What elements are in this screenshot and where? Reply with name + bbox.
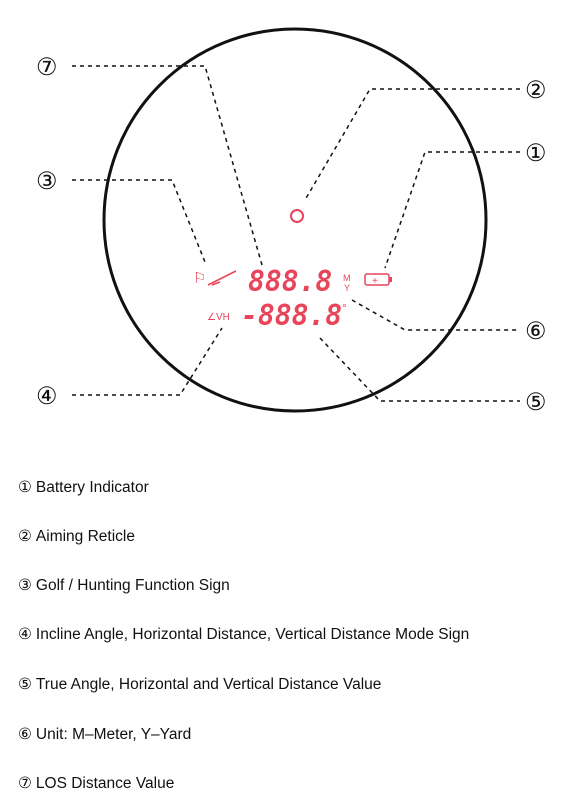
leader-line-1 xyxy=(385,152,520,268)
svg-text:+: + xyxy=(372,276,378,287)
leader-line-6 xyxy=(352,300,520,330)
callout-5: ⑤ xyxy=(525,388,547,416)
aiming-reticle xyxy=(291,210,303,222)
battery-icon xyxy=(365,274,392,287)
legend-item-4: ④ Incline Angle, Horizontal Distance, Vertical Distance Mode Sign xyxy=(18,625,470,643)
legend-item-6: ⑥ Unit: M–Meter, Y–Yard xyxy=(18,725,192,743)
legend-item-5: ⑤ True Angle, Horizontal and Vertical Distance Value xyxy=(18,675,382,693)
unit-yard: Y xyxy=(344,283,351,293)
viewfinder-circle xyxy=(104,29,486,411)
true-distance-value: -888.8 xyxy=(241,299,343,332)
leader-lines xyxy=(72,66,520,401)
callout-3: ③ xyxy=(36,167,58,195)
callout-4: ④ xyxy=(36,382,58,410)
callout-7: ⑦ xyxy=(36,53,58,81)
leader-line-7 xyxy=(72,66,262,265)
degree-sign: ° xyxy=(342,301,347,315)
callout-2: ② xyxy=(525,76,547,104)
callout-1: ① xyxy=(525,139,547,167)
leader-line-5 xyxy=(320,338,520,401)
legend-item-1: ① Battery Indicator xyxy=(18,478,149,496)
leader-line-2 xyxy=(305,89,520,200)
los-distance-value: 888.8 xyxy=(248,265,333,298)
legend-item-3: ③ Golf / Hunting Function Sign xyxy=(18,576,230,594)
angle-mode-sign: ∠VH xyxy=(207,312,230,323)
callout-6: ⑥ xyxy=(525,317,547,345)
leader-line-3 xyxy=(72,180,205,262)
golf-flag-icon: ⚐ xyxy=(193,270,207,287)
legend-item-2: ② Aiming Reticle xyxy=(18,527,135,545)
unit-meter: M xyxy=(343,273,351,283)
hunting-rifle-icon xyxy=(208,271,236,285)
legend-item-7: ⑦ LOS Distance Value xyxy=(18,774,175,792)
